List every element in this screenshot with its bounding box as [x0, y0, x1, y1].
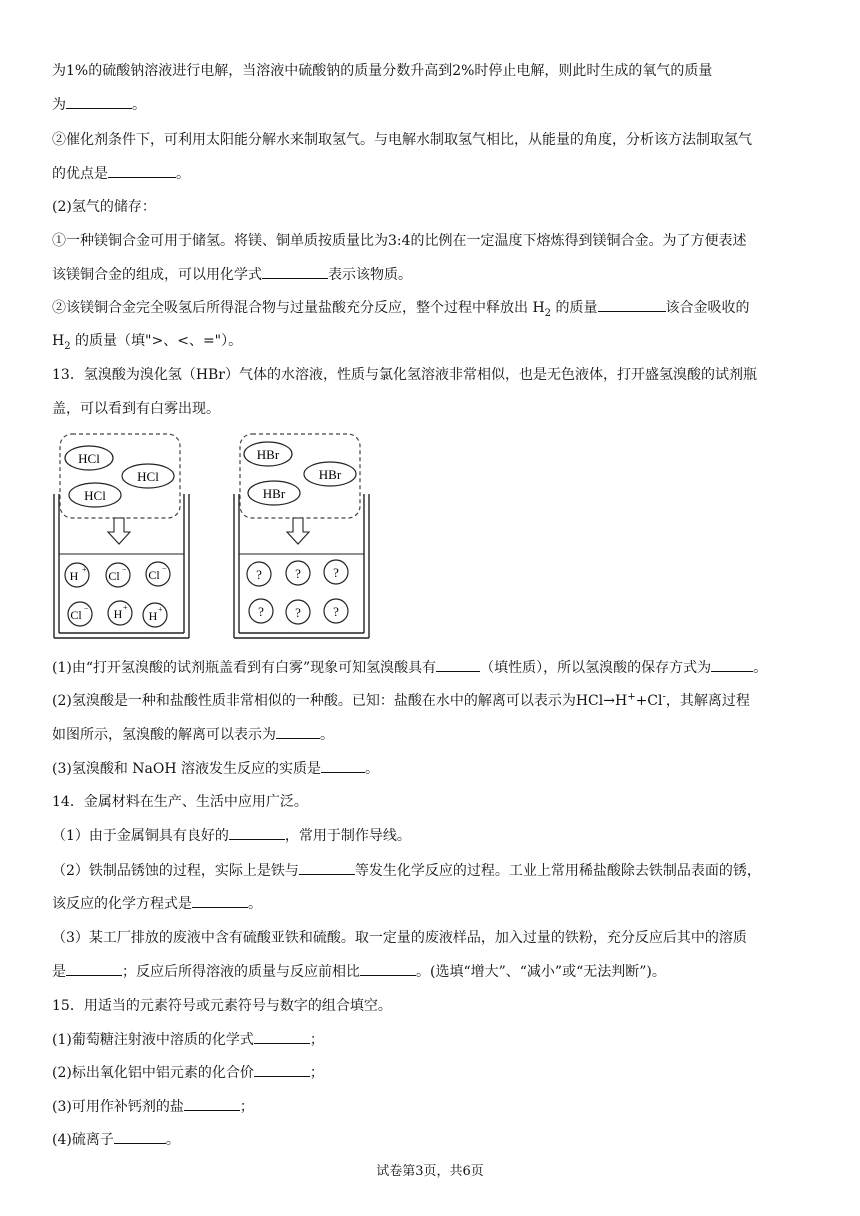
- q15-part2: [52, 1062, 324, 1084]
- page-footer: 试卷第3页，共6页: [376, 1164, 484, 1179]
- q13-part1: [52, 657, 767, 679]
- text: 该反应的化学方程式是: [52, 896, 192, 912]
- text: 的质量: [551, 300, 598, 316]
- dissociation-figure: [52, 432, 382, 642]
- text: (1)葡萄糖注射液中溶质的化学式: [52, 1032, 254, 1048]
- hcl-beaker: [54, 434, 189, 638]
- text: (2)标出氧化铝中铝元素的化合价: [52, 1065, 254, 1081]
- ion-label: ?: [333, 565, 339, 580]
- answer-blank[interactable]: [711, 657, 753, 672]
- text: ；: [309, 1065, 324, 1081]
- answer-blank[interactable]: [108, 163, 176, 178]
- text: 。: [753, 660, 768, 676]
- text: 。: [248, 896, 262, 912]
- q13-part2-line1: [52, 690, 750, 712]
- q15-stem: 15．用适当的元素符号或元素符号与数字的组合填空。: [52, 998, 392, 1014]
- q12-line-2: [52, 94, 146, 116]
- molecule-label: HBr: [256, 447, 280, 462]
- q12-part2-heading: (2)氢气的储存：: [52, 199, 156, 215]
- answer-blank[interactable]: [229, 825, 285, 840]
- answer-blank[interactable]: [114, 1129, 166, 1144]
- text: 。: [165, 1132, 180, 1148]
- molecule-label: HCl: [78, 451, 100, 466]
- text: +Cl: [635, 693, 663, 709]
- ion-label: Cl: [108, 569, 120, 583]
- text: 。: [132, 97, 146, 113]
- text: ；反应后所得溶液的质量与反应前相比: [122, 964, 360, 980]
- hbr-beaker: [234, 434, 369, 638]
- text: （填性质），所以氢溴酸的保存方式为: [480, 660, 712, 676]
- text: （1）由于金属铜具有良好的: [52, 828, 229, 844]
- ion-charge: −: [84, 604, 89, 613]
- molecule-label: HBr: [262, 486, 286, 501]
- text: 的质量（填">、<、="）。: [70, 333, 243, 349]
- answer-blank[interactable]: [192, 893, 248, 908]
- text: ②该镁铜合金完全吸氢后所得混合物与过量盐酸充分反应，整个过程中释放出 H: [52, 300, 545, 316]
- answer-blank[interactable]: [598, 297, 666, 312]
- ion-label: ?: [258, 604, 264, 619]
- text: 如图所示，氢溴酸的解离可以表示为: [52, 727, 276, 743]
- answer-blank[interactable]: [436, 657, 480, 672]
- ion-charge: +: [82, 565, 87, 574]
- q12-line-7: [52, 264, 412, 286]
- arrow-symbol: →: [603, 693, 615, 709]
- q12-line-6: ①一种镁铜合金可用于储氢。将镁、铜单质按质量比为3:4的比例在一定温度下熔炼得到镁铜合金。为了方便表述: [52, 233, 747, 249]
- ion-label: ?: [333, 604, 339, 619]
- answer-blank[interactable]: [262, 264, 328, 279]
- text: ，其解离过程: [665, 693, 750, 709]
- ion-charge: +: [158, 605, 163, 614]
- ion-label: H: [148, 609, 158, 623]
- text: H: [614, 693, 628, 709]
- text: 该镁铜合金的组成，可以用化学式: [52, 267, 262, 283]
- text: ；: [239, 1099, 254, 1115]
- text: 。: [176, 166, 190, 182]
- text: 的优点是: [52, 166, 108, 182]
- ion-label: ?: [295, 605, 301, 620]
- ion-charge: −: [162, 564, 167, 573]
- q14-part2-line1: [52, 860, 761, 882]
- q14-part2-line2: [52, 893, 262, 915]
- ion-label: Cl: [70, 608, 82, 622]
- text: 是: [52, 964, 66, 980]
- q12-line-3: ②催化剂条件下，可利用太阳能分解水来制取氢气。与电解水制取氢气相比，从能量的角度，分析该方法制取氢气: [52, 132, 752, 148]
- subscript: 2: [544, 307, 552, 319]
- answer-blank[interactable]: [66, 961, 122, 976]
- ion-label: H: [69, 569, 79, 583]
- q14-part3-line2: [52, 961, 666, 983]
- text: 。: [320, 727, 334, 743]
- answer-blank[interactable]: [299, 860, 355, 875]
- q13-part3: [52, 758, 379, 780]
- superscript: +: [627, 691, 636, 703]
- text: (3)可用作补钙剂的盐: [52, 1099, 184, 1115]
- q13-stem-1: 13．氢溴酸为溴化氢（HBr）气体的水溶液，性质与氯化氢溶液非常相似，也是无色液体，打开盛氢溴酸的试剂瓶: [52, 367, 758, 383]
- q14-part3-line1: （3）某工厂排放的废液中含有硫酸亚铁和硫酸。取一定量的废液样品，加入过量的铁粉，充分反应后其中的溶质: [52, 930, 747, 946]
- answer-blank[interactable]: [321, 758, 365, 773]
- text: 。(选填“增大”、“减小”或“无法判断”)。: [416, 964, 666, 980]
- ion-label: ?: [295, 566, 301, 581]
- text: 该合金吸收的: [665, 300, 750, 316]
- superscript: -: [662, 691, 666, 703]
- text: ；: [309, 1032, 324, 1048]
- q14-part1: [52, 825, 411, 847]
- q15-part3: [52, 1096, 254, 1118]
- text: （2）铁制品锈蚀的过程，实际上是铁与: [52, 863, 299, 879]
- ion-label: Cl: [148, 568, 160, 582]
- dissociation-diagram: [52, 432, 382, 642]
- subscript: 2: [64, 340, 71, 352]
- text: (3)氢溴酸和 NaOH 溶液发生反应的实质是: [52, 761, 322, 777]
- text: 为: [52, 97, 66, 113]
- text: (2)氢溴酸是一种和盐酸性质非常相似的一种酸。已知：盐酸在水中的解离可以表示为HCl: [52, 693, 604, 709]
- answer-blank[interactable]: [184, 1096, 240, 1111]
- ion-label: H: [113, 607, 123, 621]
- q12-line-4: [52, 163, 190, 185]
- text: ，常用于制作导线。: [284, 828, 411, 844]
- text: H: [52, 333, 65, 349]
- text: 。: [365, 761, 380, 777]
- molecule-label: HBr: [318, 467, 342, 482]
- text: (4)硫离子: [52, 1132, 114, 1148]
- molecule-label: HCl: [137, 469, 159, 484]
- q15-part1: [52, 1029, 324, 1051]
- ion-charge: +: [123, 603, 128, 612]
- q15-part4: [52, 1129, 180, 1151]
- answer-blank[interactable]: [254, 1062, 310, 1077]
- q12-line-9: [52, 330, 242, 352]
- ion-label: ?: [256, 567, 262, 582]
- q12-line-8: [52, 297, 750, 319]
- answer-blank[interactable]: [360, 961, 416, 976]
- molecule-label: HCl: [84, 488, 106, 503]
- answer-blank[interactable]: [276, 724, 320, 739]
- text: 表示该物质。: [328, 267, 412, 283]
- ion-charge: −: [122, 565, 127, 574]
- q14-stem: 14．金属材料在生产、生活中应用广泛。: [52, 794, 308, 810]
- q13-stem-2: 盖，可以看到有白雾出现。: [52, 401, 220, 417]
- answer-blank[interactable]: [66, 94, 132, 109]
- q13-part2-line2: [52, 724, 334, 746]
- answer-blank[interactable]: [254, 1029, 310, 1044]
- q12-line-1: 为1%的硫酸钠溶液进行电解，当溶液中硫酸钠的质量分数升高到2%时停止电解，则此时生成的氧气的质量: [52, 63, 713, 79]
- text: (1)由“打开氢溴酸的试剂瓶盖看到有白雾”现象可知氢溴酸具有: [52, 660, 437, 676]
- text: 等发生化学反应的过程。工业上常用稀盐酸除去铁制品表面的锈，: [354, 863, 761, 879]
